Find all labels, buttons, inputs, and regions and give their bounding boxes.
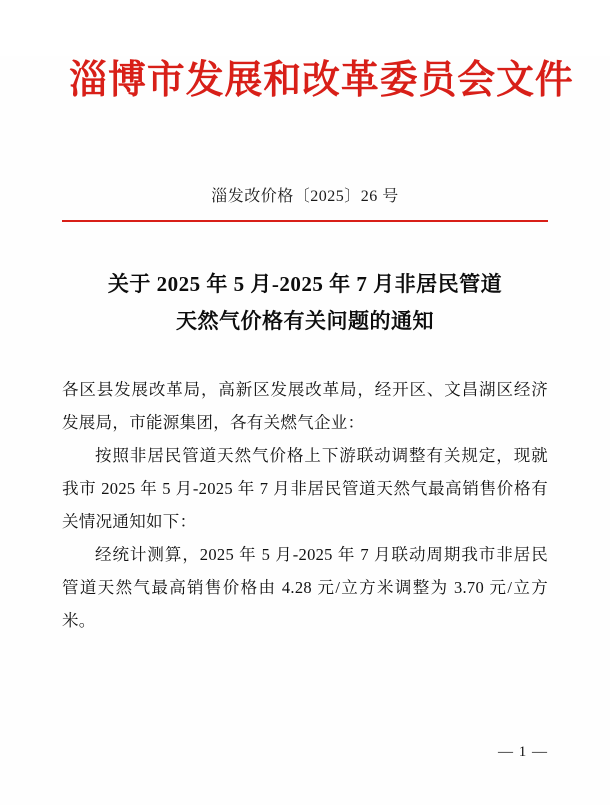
document-masthead: 淄博市发展和改革委员会文件 — [69, 57, 574, 103]
red-divider-rule — [62, 220, 548, 222]
body-paragraph-notice: 按照非居民管道天然气价格上下游联动调整有关规定，现就我市 2025 年 5 月-2025 年 7 月非居民管道天然气最高销售价格有关情况通知如下： — [62, 446, 548, 532]
document-body — [62, 373, 548, 637]
page-number: — 1 — — [498, 744, 548, 760]
document-number: 淄发改价格〔2025〕26 号 — [211, 187, 399, 205]
document-title — [62, 266, 548, 340]
body-paragraph-price-adjustment: 经统计测算，2025 年 5 月-2025 年 7 月联动周期我市非居民管道天然气最高销售价格由 4.28 元/立方米调整为 3.70 元/立方米。 — [62, 545, 548, 631]
document-title-line-2: 天然气价格有关问题的通知 — [176, 308, 434, 333]
body-paragraph-recipients: 各区县发展改革局，高新区发展改革局，经开区、文昌湖区经济发展局，市能源集团，各有关燃气企业： — [62, 380, 548, 433]
document-title-line-1: 关于 2025 年 5 月-2025 年 7 月非居民管道 — [107, 271, 503, 296]
document-page — [0, 56, 610, 805]
